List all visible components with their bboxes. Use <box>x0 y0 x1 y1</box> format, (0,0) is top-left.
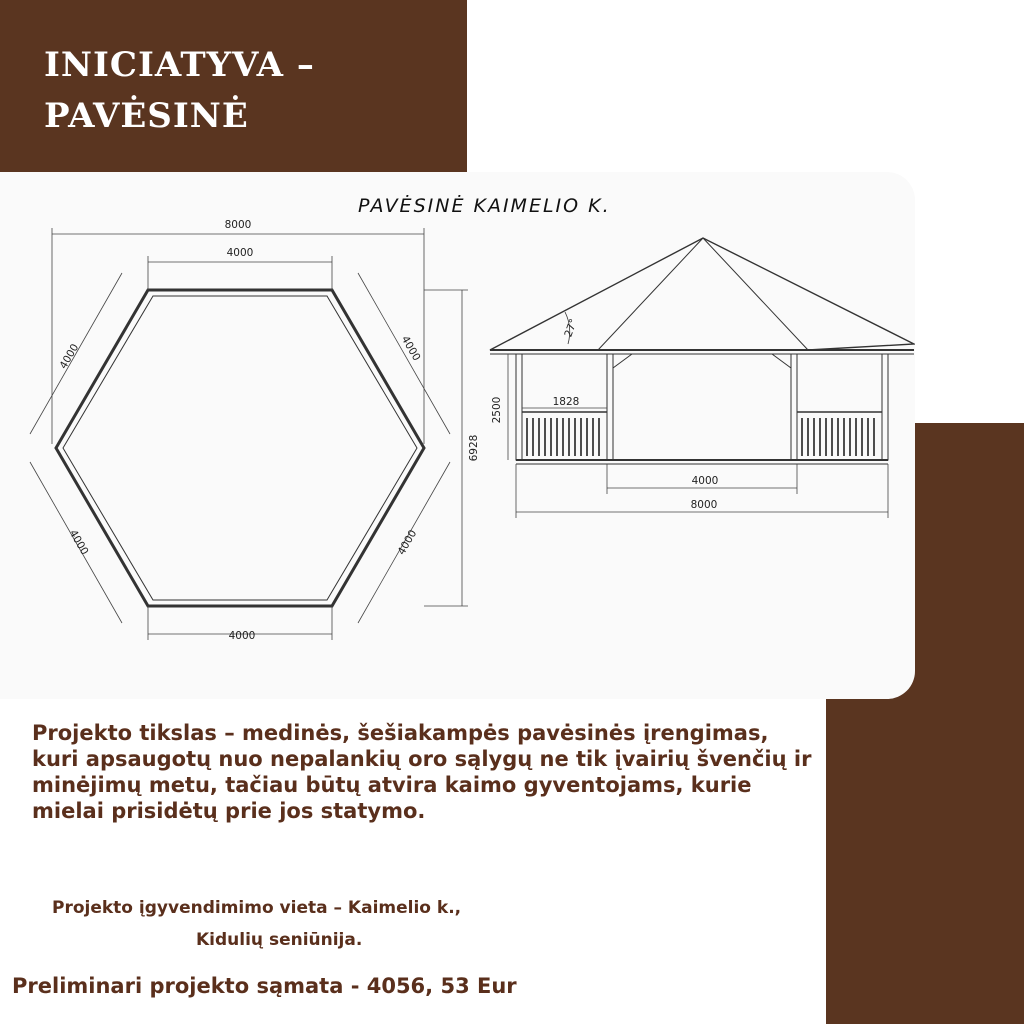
plan-top-side: 4000 <box>226 247 254 259</box>
elevation-overall-width: 8000 <box>690 499 718 511</box>
drawing-caption: PAVĖSINĖ KAIMELIO K. <box>358 195 611 217</box>
project-budget: Preliminari projekto sąmata - 4056, 53 Eur <box>12 974 517 998</box>
bench-railing-left <box>527 418 599 456</box>
plan-upper-left-side: 4000 <box>57 341 82 372</box>
bench-width: 1828 <box>552 396 580 408</box>
hexagon-plan <box>56 290 424 606</box>
plan-lower-left-side: 4000 <box>66 527 91 558</box>
plan-bottom-side: 4000 <box>228 630 256 642</box>
plan-overall-width: 8000 <box>224 219 252 231</box>
gazebo-drawing <box>0 172 915 699</box>
roof-angle: 27° <box>562 317 581 339</box>
project-location-line-2: Kidulių seniūnija. <box>196 930 363 950</box>
page-title <box>44 40 444 142</box>
opening-width: 4000 <box>691 475 719 487</box>
title-line-2: PAVĖSINĖ <box>44 96 249 136</box>
title-line-1: INICIATYVA – <box>44 45 315 85</box>
project-goal-text: Projekto tikslas – medinės, šešiakampės pavėsinės įrengimas, kuri apsaugotų nuo nepalankių oro sąlygų ne tik įvairių švenčių ir minėjimų metu, tačiau būtų atvira kaimo gyventojams, kurie mielai prisidėtų prie jos statymo. <box>32 721 812 823</box>
wall-height: 2500 <box>491 396 503 424</box>
plan-upper-right-side: 4000 <box>398 333 423 364</box>
project-location-line-1: Projekto įgyvendimimo vieta – Kaimelio k., <box>52 898 462 918</box>
bench-railing-right <box>802 418 874 456</box>
drawing-svg <box>0 172 915 699</box>
plan-height: 6928 <box>468 434 480 462</box>
elevation-dimension-lines <box>508 354 888 518</box>
plan-lower-right-side: 4000 <box>395 527 420 558</box>
